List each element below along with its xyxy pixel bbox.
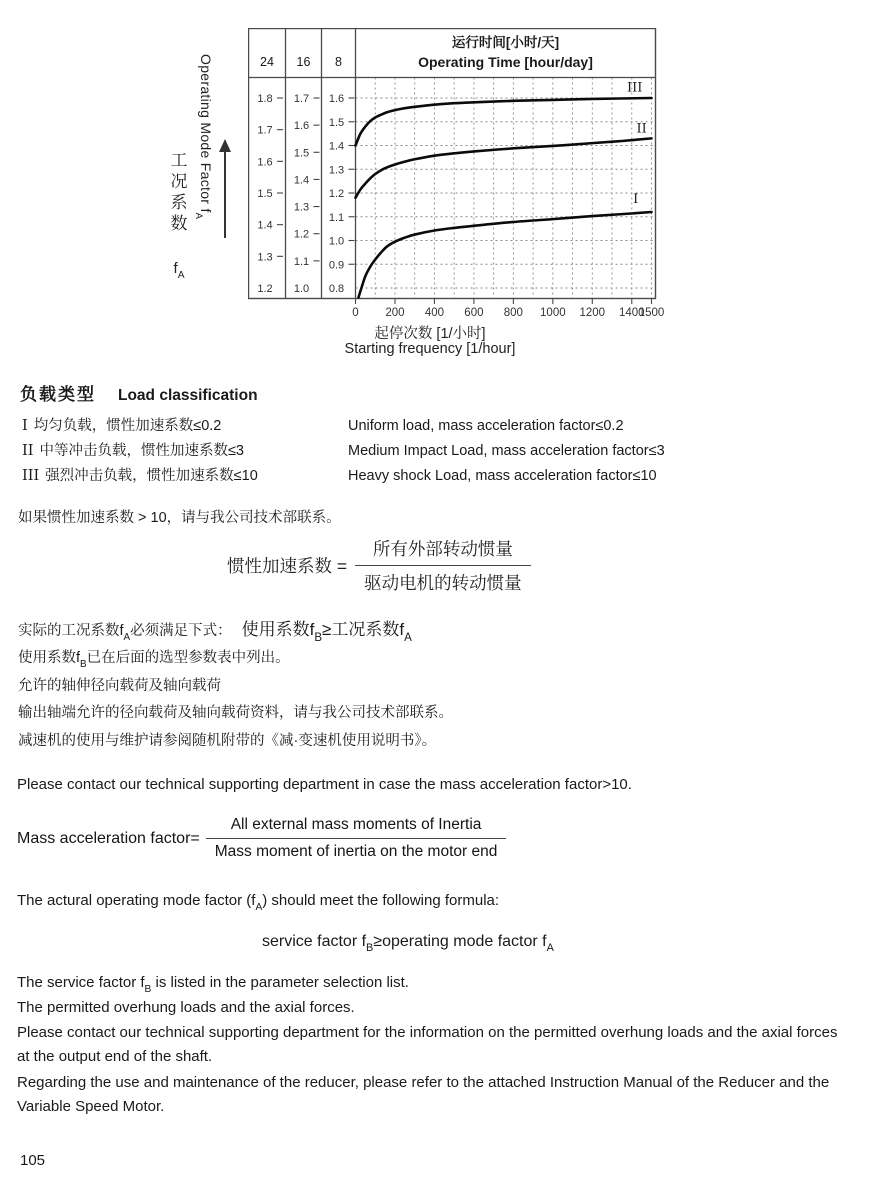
chart-canvas (248, 28, 668, 328)
svg-text:1.2: 1.2 (257, 283, 273, 295)
numeral-3: III (22, 468, 40, 484)
zh-condition-formula: 使用系数$f_B\ge$工况系数$f_A$ (241, 620, 412, 644)
formula-zh-numerator: 所有外部转动惯量 (372, 539, 513, 559)
zh-note-line: 允许的轴伸径向载荷及轴向载荷 (18, 678, 221, 694)
mass-acceleration-formula-zh (227, 536, 531, 595)
formula-en-numerator: All external mass moments of Inertia (230, 816, 482, 833)
svg-text:1.3: 1.3 (257, 251, 273, 264)
svg-text:24: 24 (260, 55, 274, 69)
svg-text:1.1: 1.1 (293, 255, 310, 268)
page-number: 105 (20, 1152, 46, 1169)
svg-text:0: 0 (352, 307, 359, 319)
svg-text:1.7: 1.7 (293, 93, 310, 105)
svg-text:16: 16 (296, 55, 311, 69)
operating-mode-factor-chart (0, 0, 888, 372)
formula-en-denominator: Mass moment of inertia on the motor end (206, 838, 507, 861)
svg-text:200: 200 (385, 307, 405, 319)
svg-text:1.1: 1.1 (328, 211, 345, 224)
svg-text:I: I (633, 191, 639, 207)
load-classification-title (20, 380, 258, 405)
y-axis-label-en: Operating Mode Factor $f_A$ (193, 54, 214, 220)
zh-note-line: 输出轴端允许的径向载荷及轴向载荷资料，请与我公司技术部联系。 (18, 705, 453, 721)
en-condition-formula: service factor $f_B\ge operating$ mode factor $f_A$ (262, 933, 554, 955)
formula-en-fraction (206, 816, 507, 861)
svg-text:1.2: 1.2 (328, 188, 345, 200)
svg-text:1500: 1500 (638, 307, 665, 319)
svg-text:1.6: 1.6 (293, 120, 310, 133)
y-axis-label-zh: 工 况 系 数 (170, 151, 188, 233)
x-axis-label-en: Starting frequency [1/hour] (344, 341, 516, 357)
svg-text:1.8: 1.8 (257, 93, 273, 105)
en-note-paragraph: Please contact our technical supporting department for the information on the permitted overhung loads and the axial forces at the output end of the shaft. (17, 1024, 838, 1065)
svg-text:1200: 1200 (579, 307, 606, 319)
svg-text:1.5: 1.5 (257, 188, 273, 200)
class-row-en: Uniform load, mass acceleration factor≤0.2 (348, 418, 624, 434)
zh-note-line: 使用系数$f_B$已在后面的选型参数表中列出。 (18, 650, 290, 671)
svg-text:1.0: 1.0 (293, 283, 310, 295)
formula-en-lhs: Mass acceleration factor= (17, 829, 200, 847)
en-note-line: The service factor $f_B$ is listed in the parameter selection list. (17, 974, 409, 996)
formula-zh-fraction (355, 536, 531, 595)
svg-text:1.7: 1.7 (257, 124, 273, 137)
svg-text:1.3: 1.3 (293, 201, 310, 214)
svg-text:II: II (636, 121, 647, 137)
svg-text:1.6: 1.6 (257, 156, 273, 169)
svg-text:1.6: 1.6 (328, 93, 345, 105)
numeral-1: I (22, 418, 28, 434)
y-axis-label-zh-sub: $f_A$ (173, 260, 185, 282)
up-arrow-head-icon (219, 139, 231, 152)
load-classification-table (22, 415, 665, 487)
load-classification-title-en: Load classification (118, 387, 258, 404)
svg-text:III: III (627, 80, 643, 96)
svg-text:1.5: 1.5 (293, 147, 310, 160)
class-row-en: Heavy shock Load, mass acceleration factor≤10 (348, 468, 657, 484)
svg-text:400: 400 (424, 307, 445, 319)
svg-text:1.3: 1.3 (328, 164, 345, 177)
svg-text:8: 8 (335, 55, 342, 69)
en-contact-note: Please contact our technical supporting department in case the mass acceleration factor>10. (17, 776, 632, 793)
load-classification-title-zh: 负载类型 (20, 385, 96, 404)
zh-condition-pre: 实际的工况系数$f_A$必须满足下式： (18, 623, 232, 644)
zh-note-line: 减速机的使用与维护请参阅随机附带的《减·变速机使用说明书》。 (18, 733, 437, 749)
en-condition-pre: The actural operating mode factor $(f_A)$ should meet the following formula: (17, 892, 500, 914)
class-row-zh-text: 中等冲击负载，惯性加速系数≤3 (39, 443, 244, 459)
svg-text:1.2: 1.2 (293, 228, 310, 241)
svg-text:Operating Time [hour/day]: Operating Time [hour/day] (418, 54, 593, 70)
formula-zh-denominator: 驱动电机的转动惯量 (355, 565, 531, 595)
svg-text:1.0: 1.0 (328, 235, 345, 248)
mass-acceleration-formula-en (17, 816, 506, 861)
up-arrow-icon (224, 150, 226, 238)
class-row-zh-text: 强烈冲击负载，惯性加速系数≤10 (45, 468, 258, 484)
numeral-2: II (22, 443, 34, 459)
svg-text:1.5: 1.5 (328, 116, 345, 129)
svg-text:600: 600 (464, 307, 484, 319)
svg-text:1.4: 1.4 (257, 219, 273, 232)
zh-contact-note: 如果惯性加速系数 > 10，请与我公司技术部联系。 (18, 510, 341, 526)
svg-text:0.9: 0.9 (328, 259, 345, 272)
class-row-zh-text: 均匀负载，惯性加速系数≤0.2 (33, 418, 222, 434)
svg-text:800: 800 (503, 307, 523, 319)
svg-text:1000: 1000 (540, 307, 566, 319)
class-row-zh (22, 415, 348, 437)
zh-condition-line (18, 615, 412, 644)
svg-text:1.4: 1.4 (328, 140, 345, 153)
class-row-zh (22, 440, 348, 462)
svg-text:1400: 1400 (618, 307, 645, 319)
en-note-paragraph: Regarding the use and maintenance of the reducer, please refer to the attached Instruction Manual of the Reducer and the Variable Speed Motor. (17, 1074, 830, 1115)
class-row-en: Medium Impact Load, mass acceleration factor≤3 (348, 443, 665, 459)
en-note-line: The permitted overhung loads and the axial forces. (17, 999, 355, 1016)
x-axis-label-zh: 起停次数 [1/小时] (374, 326, 486, 342)
svg-text:运行时间[小时/天]: 运行时间[小时/天] (451, 35, 560, 50)
formula-zh-lhs: 惯性加速系数 = (227, 556, 348, 576)
svg-text:0.8: 0.8 (328, 283, 345, 295)
class-row-zh (22, 465, 348, 487)
svg-text:1.4: 1.4 (293, 174, 310, 187)
